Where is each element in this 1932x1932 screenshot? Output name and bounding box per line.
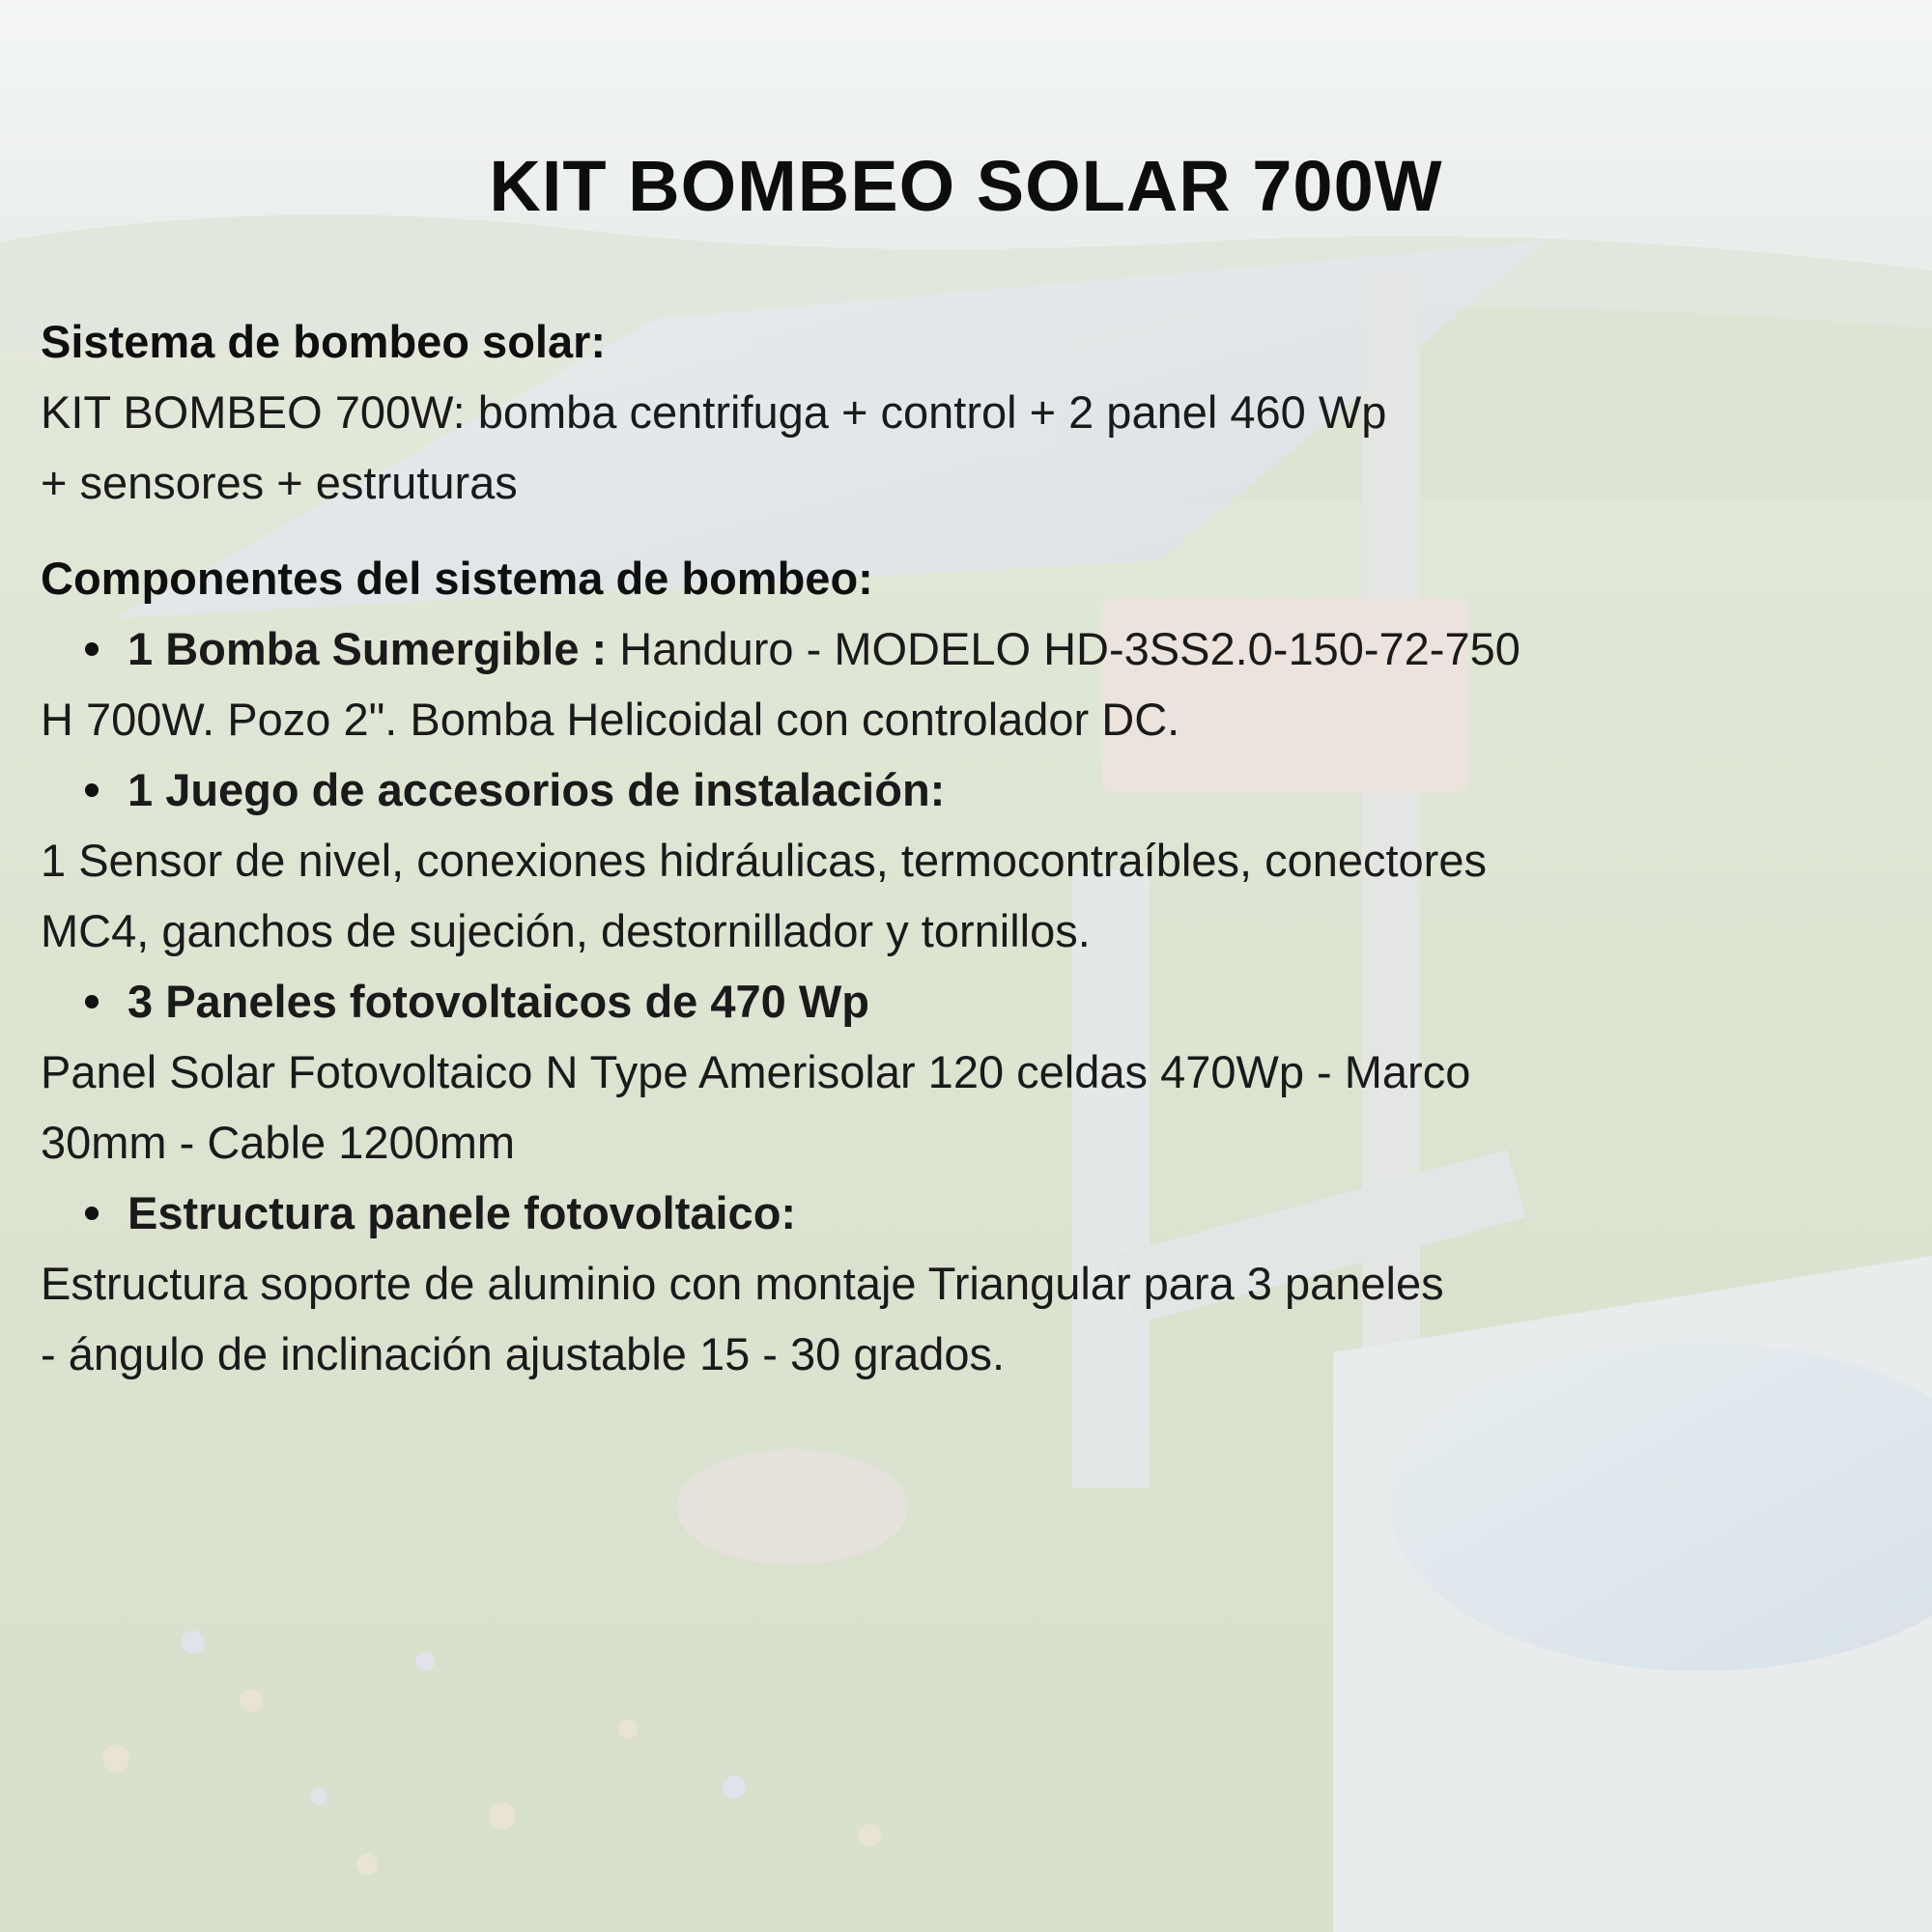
component-item-label: 1 Juego de accesorios de instalación: (128, 764, 946, 815)
component-item-description: 1 Sensor de nivel, conexiones hidráulicas, termocontraíbles, conectores (41, 835, 1487, 886)
component-item (41, 966, 1876, 1178)
bullet-icon (85, 995, 99, 1009)
component-item-description: 30mm - Cable 1200mm (41, 1117, 516, 1168)
component-item-description: H 700W. Pozo 2". Bomba Helicoidal con controlador DC. (41, 694, 1180, 745)
page-title: KIT BOMBEO SOLAR 700W (489, 146, 1443, 226)
component-item-title (41, 754, 1876, 825)
components-section (41, 543, 1876, 1389)
component-item-label: 1 Bomba Sumergible : (128, 623, 608, 674)
components-heading: Componentes del sistema de bombeo: (41, 553, 873, 604)
component-item (41, 754, 1876, 966)
component-item-inline-text: Handuro - MODELO HD-3SS2.0-150-72-750 (619, 623, 1520, 674)
component-item-title (41, 613, 1876, 684)
bullet-icon (85, 783, 99, 797)
intro-line: + sensores + estruturas (41, 457, 518, 508)
component-item-description: - ángulo de inclinación ajustable 15 - 30 grados. (41, 1328, 1006, 1379)
component-item (41, 1178, 1876, 1389)
intro-heading: Sistema de bombeo solar: (41, 316, 607, 367)
component-item-label: 3 Paneles fotovoltaicos de 470 Wp (128, 976, 869, 1027)
component-item-description: Estructura soporte de aluminio con montaje Triangular para 3 paneles (41, 1258, 1444, 1309)
component-item-description: MC4, ganchos de sujeción, destornillador y tornillos. (41, 905, 1091, 956)
bullet-icon (85, 1207, 99, 1220)
component-item-label: Estructura panele fotovoltaico: (128, 1187, 797, 1238)
component-item-title (41, 1178, 1876, 1248)
component-item-description: Panel Solar Fotovoltaico N Type Amerisolar 120 celdas 470Wp - Marco (41, 1046, 1471, 1097)
component-item (41, 613, 1876, 754)
component-item-title (41, 966, 1876, 1037)
bullet-icon (85, 642, 99, 656)
intro-line: KIT BOMBEO 700W: bomba centrifuga + control + 2 panel 460 Wp (41, 386, 1387, 438)
intro-section (41, 306, 1876, 518)
